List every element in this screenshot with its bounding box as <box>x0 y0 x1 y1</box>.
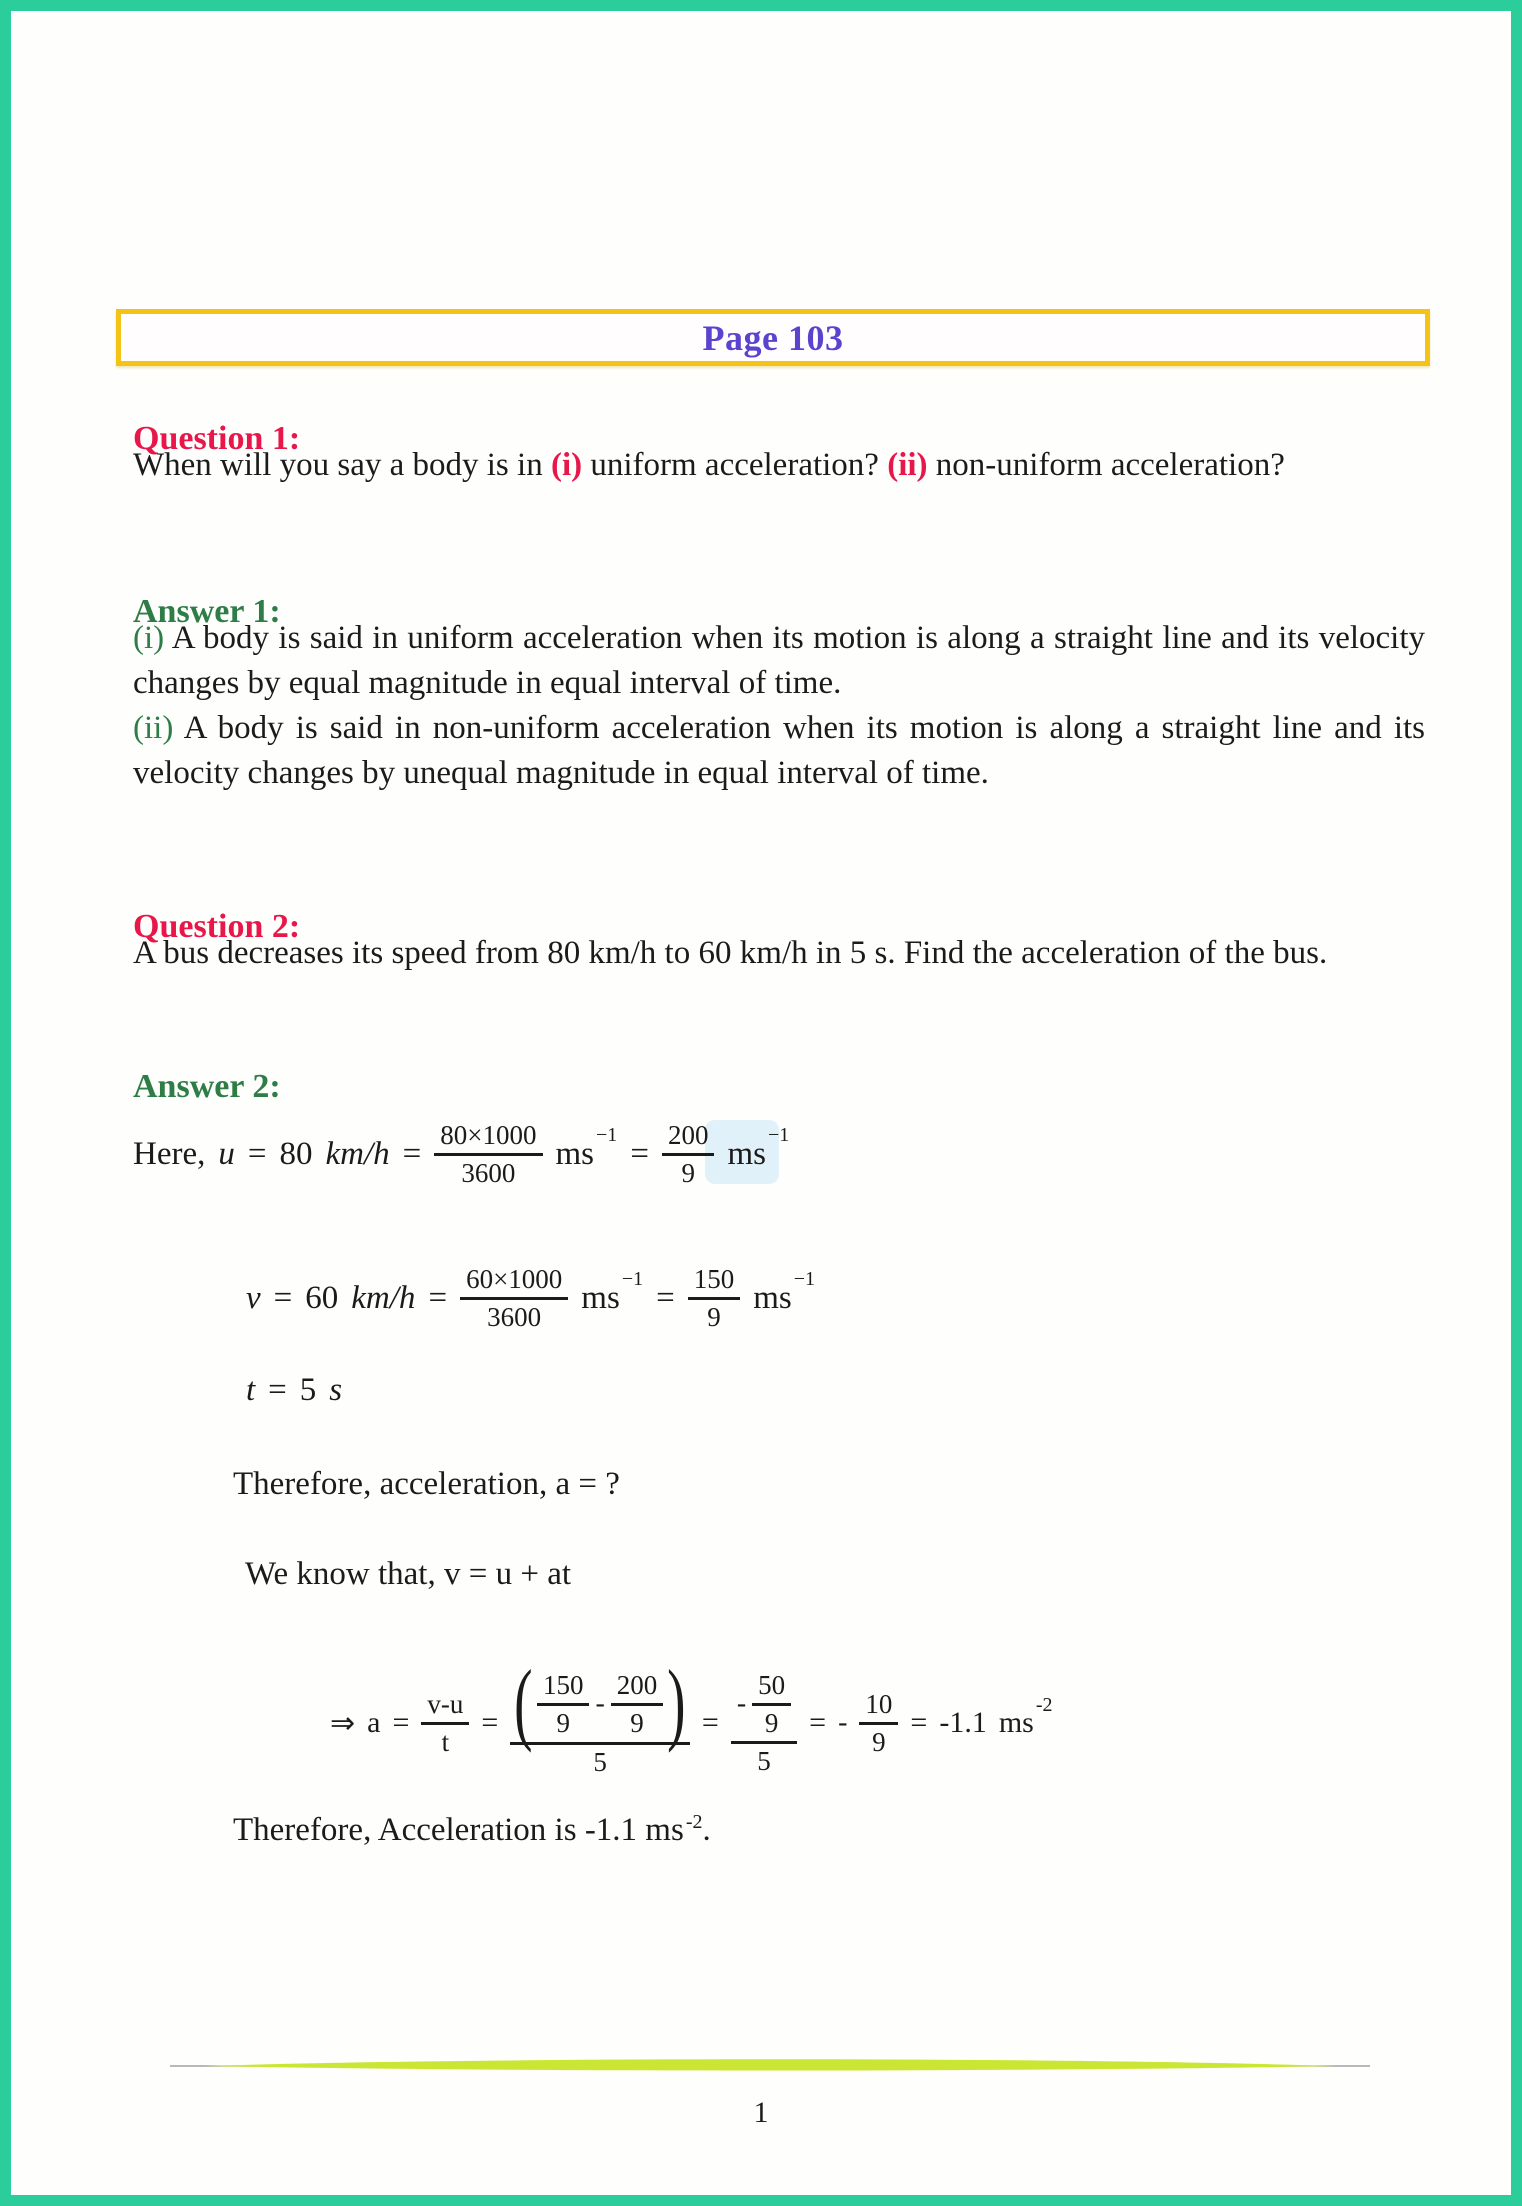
negative-fraction: - $\frac{50}{9}$ <box>731 1670 797 1744</box>
eq-a-result: -1.1 <box>939 1706 987 1739</box>
eq-u-var: u <box>218 1135 235 1172</box>
fraction: $\frac{80\times 1000}{3600}$ <box>434 1120 542 1188</box>
eq-t-var: t <box>246 1372 256 1408</box>
equation-t <box>246 1372 342 1409</box>
eq-a-equals: = <box>701 1706 719 1739</box>
eq-u-equals: = <box>630 1135 649 1172</box>
paren-group <box>510 1650 690 1753</box>
page-title: Page 103 <box>702 317 844 358</box>
fraction-v-u-t: $\frac{v-u}{t}$ <box>421 1689 469 1757</box>
open-paren: ( <box>514 1650 533 1753</box>
answer-1-item-2 <box>133 706 1425 796</box>
answer-1-heading: Answer 1: <box>133 593 281 630</box>
unit-ms: ms −1 <box>753 1267 816 1316</box>
eq-a-equals: = <box>809 1706 827 1739</box>
fraction-compound: - $\frac{50}{9}$ 5 <box>731 1670 797 1777</box>
answer-1-item-1 <box>133 616 1425 706</box>
implies-arrow-icon: ⇒ <box>330 1706 356 1740</box>
question-2-text: A bus decreases its speed from 80 km/h to 60 km/h in 5 s. Find the acceleration of the bus. <box>133 935 1328 971</box>
page-number: 1 <box>753 2096 769 2129</box>
question-1-text <box>133 443 1425 488</box>
divider-lens <box>205 2059 1335 2070</box>
minus-sign: - <box>838 1707 848 1738</box>
answer-2-heading: Answer 2: <box>133 1068 281 1105</box>
footer-divider <box>170 2058 1370 2074</box>
question-1-marker-ii: (ii) <box>887 447 928 483</box>
question-1-text-part: When will you say a body is in <box>133 447 551 483</box>
eq-v-equals: = <box>273 1279 293 1316</box>
eq-u-equals: = <box>247 1135 267 1172</box>
eq-t-value: 5 <box>299 1372 317 1408</box>
eq-a-equals: = <box>910 1706 928 1739</box>
eq-a-equals: = <box>481 1706 499 1739</box>
unit-ms: ms −1 <box>727 1123 790 1172</box>
unit-ms: ms −1 <box>555 1123 618 1172</box>
eq-a-var: a <box>367 1706 381 1739</box>
equation-u <box>133 1108 789 1200</box>
fraction: $\frac{200}{9}$ <box>611 1670 664 1738</box>
answer-1-item-2-text: A body is said in non-uniform acceleration when its motion is along a straight line and its velocity changes by unequal magnitude in equal interval of time. <box>133 710 1425 791</box>
conclusion-line: Therefore, Acceleration is -1.1 ms -2. <box>233 1808 711 1857</box>
question-1-text-part: non-uniform acceleration? <box>927 447 1285 483</box>
close-paren: ) <box>667 1650 686 1753</box>
fraction: $\frac{10}{9}$ <box>859 1689 898 1757</box>
velocity-formula-line: We know that, v = u + at <box>245 1556 572 1592</box>
fraction-compound: ( $\frac{150}{9}$ - $\frac{200}{9}$ ) 5 <box>510 1669 690 1777</box>
eq-a-equals: = <box>392 1706 410 1739</box>
fraction: $\frac{200}{9}$ <box>662 1120 715 1188</box>
question-1-heading: Question 1: <box>133 420 301 457</box>
acceleration-question-line: Therefore, acceleration, a = ? <box>233 1466 620 1502</box>
eq-u-value: 80 <box>279 1135 313 1172</box>
eq-v-unit: km/h <box>351 1279 416 1316</box>
eq-v-equals: = <box>428 1279 448 1316</box>
question-1-text-part: uniform acceleration? <box>582 447 888 483</box>
eq-v-value: 60 <box>305 1279 339 1316</box>
eq-v-var: v <box>246 1279 261 1316</box>
eq-u-unit: km/h <box>325 1135 390 1172</box>
question-2-heading: Question 2: <box>133 908 301 945</box>
fraction: $\frac{150}{9}$ <box>688 1264 741 1332</box>
answer-1-marker-i: (i) <box>133 620 165 656</box>
answer-1-marker-ii: (ii) <box>133 710 174 746</box>
answer-1-item-1-text: A body is said in uniform acceleration when its motion is along a straight line and its velocity changes by equal magnitude in equal interval of time. <box>133 620 1425 701</box>
eq-u-equals: = <box>402 1135 422 1172</box>
eq-t-equals: = <box>268 1372 287 1408</box>
unit-ms: ms -2 <box>998 1694 1053 1739</box>
question-1-marker-i: (i) <box>550 447 583 483</box>
unit-ms: ms −1 <box>581 1267 644 1316</box>
fraction: $\frac{150}{9}$ <box>537 1670 590 1738</box>
acceleration-equation <box>330 1634 1053 1812</box>
fraction: $\frac{60\times 1000}{3600}$ <box>460 1264 568 1332</box>
superscript: -2 <box>685 1811 703 1833</box>
page-header-box <box>116 309 1430 366</box>
minus-sign: - <box>595 1688 605 1720</box>
eq-t-unit: s <box>329 1372 343 1408</box>
equation-v <box>246 1252 815 1344</box>
eq-u-intro: Here, <box>133 1135 206 1172</box>
eq-v-equals: = <box>656 1279 675 1316</box>
